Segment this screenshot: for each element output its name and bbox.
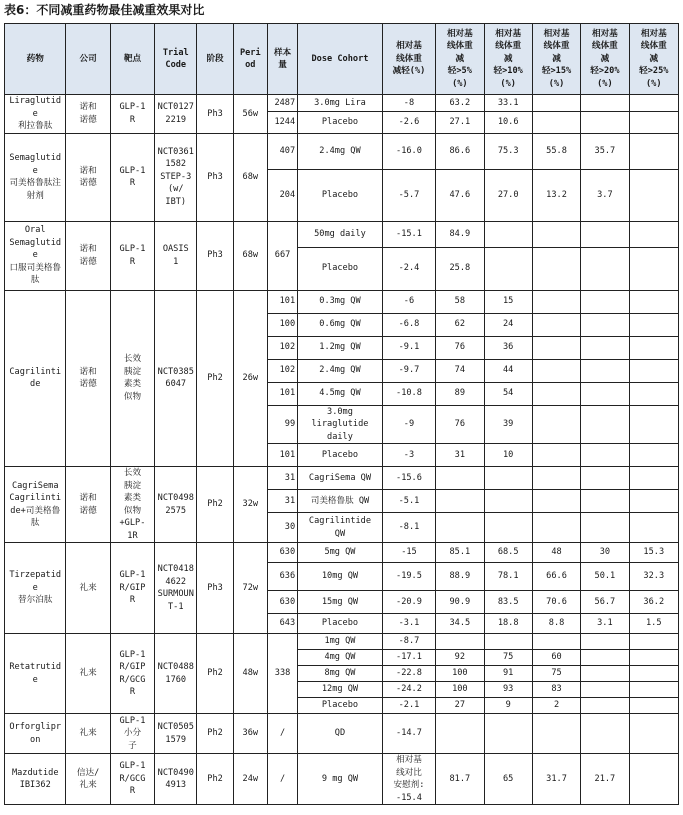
dose-cohort-cell: 0.6mg QW (298, 313, 383, 336)
header-cell: 相对基 线体重 减 轻>5% (%) (436, 24, 484, 95)
value-cell (532, 336, 580, 359)
company-cell: 诺和 诺德 (66, 133, 110, 221)
dose-cohort-cell: 1.2mg QW (298, 336, 383, 359)
dose-cohort-cell: Placebo (298, 247, 383, 290)
value-cell: 50.1 (581, 563, 629, 591)
value-cell: 75 (484, 650, 532, 666)
sample-size-cell: 100 (267, 313, 297, 336)
trial-code-cell: NCT04184622 SURMOUNT-1 (155, 543, 197, 634)
value-cell: 100 (436, 666, 484, 682)
period-cell: 72w (233, 543, 267, 634)
target-cell: GLP-1 小分 子 (110, 714, 154, 754)
value-cell: 63.2 (436, 95, 484, 112)
value-cell: 31.7 (532, 754, 580, 805)
value-cell: 13.2 (532, 169, 580, 221)
header-cell: 阶段 (197, 24, 233, 95)
value-cell: 24 (484, 313, 532, 336)
value-cell (484, 221, 532, 247)
value-cell: -15 (382, 543, 435, 563)
sample-size-cell: 102 (267, 336, 297, 359)
dose-cohort-cell: 15mg QW (298, 591, 383, 614)
value-cell: 39 (484, 405, 532, 444)
value-cell (629, 221, 678, 247)
sample-size-cell: 204 (267, 169, 297, 221)
value-cell (532, 111, 580, 133)
table-title: 表6：不同减重药物最佳减重效果对比 (4, 3, 205, 17)
value-cell: 83.5 (484, 591, 532, 614)
value-cell: -10.8 (382, 382, 435, 405)
header-cell: 药物 (5, 24, 66, 95)
drug-cell: Oral Semaglutide 口服司美格鲁肽 (5, 221, 66, 290)
value-cell: -16.0 (382, 133, 435, 169)
value-cell (629, 95, 678, 112)
value-cell: -3 (382, 444, 435, 467)
value-cell: 84.9 (436, 221, 484, 247)
value-cell (532, 221, 580, 247)
value-cell (629, 290, 678, 313)
value-cell (581, 682, 629, 698)
table-row (5, 221, 679, 247)
value-cell (629, 513, 678, 543)
trial-code-cell: OASIS 1 (155, 221, 197, 290)
sample-size-cell: 101 (267, 444, 297, 467)
value-cell (532, 405, 580, 444)
value-cell: 21.7 (581, 754, 629, 805)
value-cell: 75.3 (484, 133, 532, 169)
value-cell (629, 714, 678, 754)
value-cell: 62 (436, 313, 484, 336)
drug-cell: Cagrilintide (5, 290, 66, 467)
value-cell: 54 (484, 382, 532, 405)
period-cell: 24w (233, 754, 267, 805)
drug-cell: Semaglutide 司美格鲁肽注射剂 (5, 133, 66, 221)
drug-comparison-table (4, 23, 679, 805)
dose-cohort-cell: 12mg QW (298, 682, 383, 698)
table-row (5, 95, 679, 112)
value-cell: 35.7 (581, 133, 629, 169)
trial-code-cell: NCT01272219 (155, 95, 197, 134)
value-cell: 31 (436, 444, 484, 467)
value-cell (629, 359, 678, 382)
value-cell (581, 359, 629, 382)
header-row (5, 24, 679, 95)
dose-cohort-cell: 司美格鲁肽 QW (298, 490, 383, 513)
value-cell: -3.1 (382, 614, 435, 634)
sample-size-cell: / (267, 754, 297, 805)
dose-cohort-cell: 1mg QW (298, 634, 383, 650)
value-cell: -2.4 (382, 247, 435, 290)
value-cell: 15 (484, 290, 532, 313)
value-cell: 92 (436, 650, 484, 666)
drug-cell: Tirzepatide 替尔泊肽 (5, 543, 66, 634)
sample-size-cell: 630 (267, 543, 297, 563)
trial-code-cell: NCT04982575 (155, 467, 197, 543)
value-cell (581, 221, 629, 247)
trial-code-cell: NCT04881760 (155, 634, 197, 714)
value-cell: 36 (484, 336, 532, 359)
value-cell (532, 290, 580, 313)
value-cell (436, 490, 484, 513)
value-cell (436, 634, 484, 650)
dose-cohort-cell: CagriSema QW (298, 467, 383, 490)
value-cell (629, 754, 678, 805)
value-cell: -9 (382, 405, 435, 444)
value-cell: 10.6 (484, 111, 532, 133)
value-cell (484, 467, 532, 490)
phase-cell: Ph2 (197, 714, 233, 754)
value-cell (581, 634, 629, 650)
dose-cohort-cell: Placebo (298, 698, 383, 714)
value-cell (581, 95, 629, 112)
sample-size-cell: 1244 (267, 111, 297, 133)
value-cell: -17.1 (382, 650, 435, 666)
value-cell: 76 (436, 336, 484, 359)
company-cell: 礼来 (66, 634, 110, 714)
dose-cohort-cell: Placebo (298, 614, 383, 634)
value-cell (629, 247, 678, 290)
value-cell (532, 247, 580, 290)
value-cell (629, 467, 678, 490)
value-cell: 47.6 (436, 169, 484, 221)
header-cell: Dose Cohort (298, 24, 383, 95)
header-cell: 公司 (66, 24, 110, 95)
value-cell (581, 111, 629, 133)
value-cell: 93 (484, 682, 532, 698)
header-cell: 相对基 线体重 减 轻>10% (%) (484, 24, 532, 95)
value-cell: 78.1 (484, 563, 532, 591)
dose-cohort-cell: QD (298, 714, 383, 754)
phase-cell: Ph3 (197, 95, 233, 134)
value-cell (629, 650, 678, 666)
value-cell: 34.5 (436, 614, 484, 634)
value-cell (581, 405, 629, 444)
value-cell (581, 247, 629, 290)
value-cell: 33.1 (484, 95, 532, 112)
value-cell: -8.7 (382, 634, 435, 650)
phase-cell: Ph2 (197, 634, 233, 714)
sample-size-cell: 2487 (267, 95, 297, 112)
dose-cohort-cell: 10mg QW (298, 563, 383, 591)
value-cell (532, 313, 580, 336)
value-cell: -19.5 (382, 563, 435, 591)
target-cell: GLP-1 R/GCG R (110, 754, 154, 805)
value-cell (436, 467, 484, 490)
value-cell: 3.7 (581, 169, 629, 221)
value-cell (629, 405, 678, 444)
value-cell (581, 513, 629, 543)
value-cell (629, 169, 678, 221)
dose-cohort-cell: Cagrilintide QW (298, 513, 383, 543)
value-cell (532, 714, 580, 754)
value-cell (629, 133, 678, 169)
value-cell: 27.0 (484, 169, 532, 221)
header-cell: Trial Code (155, 24, 197, 95)
value-cell: 58 (436, 290, 484, 313)
value-cell: -2.1 (382, 698, 435, 714)
value-cell: -14.7 (382, 714, 435, 754)
value-cell (581, 382, 629, 405)
header-cell: 靶点 (110, 24, 154, 95)
target-cell: 长效 胰淀 素类 似物 (110, 290, 154, 467)
value-cell (581, 650, 629, 666)
value-cell: 25.8 (436, 247, 484, 290)
trial-code-cell: NCT05051579 (155, 714, 197, 754)
value-cell (532, 359, 580, 382)
header-cell: Peri od (233, 24, 267, 95)
period-cell: 26w (233, 290, 267, 467)
value-cell: 76 (436, 405, 484, 444)
period-cell: 36w (233, 714, 267, 754)
value-cell (484, 513, 532, 543)
sample-size-cell: 630 (267, 591, 297, 614)
header-cell: 样本 量 (267, 24, 297, 95)
value-cell: 85.1 (436, 543, 484, 563)
table-header (5, 24, 679, 95)
value-cell: -8.1 (382, 513, 435, 543)
value-cell: 68.5 (484, 543, 532, 563)
sample-size-cell: 667 (267, 221, 297, 290)
value-cell (629, 382, 678, 405)
value-cell: 66.6 (532, 563, 580, 591)
header-cell: 相对基 线体重 减 轻>15% (%) (532, 24, 580, 95)
table-row (5, 467, 679, 490)
target-cell: GLP-1 R (110, 133, 154, 221)
value-cell: 88.9 (436, 563, 484, 591)
phase-cell: Ph3 (197, 543, 233, 634)
value-cell: 30 (581, 543, 629, 563)
period-cell: 56w (233, 95, 267, 134)
value-cell: 36.2 (629, 591, 678, 614)
header-cell: 相对基 线体重 减 轻>20% (%) (581, 24, 629, 95)
value-cell (532, 467, 580, 490)
value-cell: -2.6 (382, 111, 435, 133)
drug-cell: CagriSema Cagrilintide+司美格鲁肽 (5, 467, 66, 543)
value-cell (581, 444, 629, 467)
drug-cell: Mazdutide IBI362 (5, 754, 66, 805)
header-cell: 相对基 线体重 减 轻>25% (%) (629, 24, 678, 95)
value-cell: 3.1 (581, 614, 629, 634)
sample-size-cell: 31 (267, 490, 297, 513)
sample-size-cell: 99 (267, 405, 297, 444)
value-cell: 相对基 线对比 安慰剂: -15.4 (382, 754, 435, 805)
value-cell: 10 (484, 444, 532, 467)
company-cell: 诺和 诺德 (66, 95, 110, 134)
drug-cell: Liraglutide 利拉鲁肽 (5, 95, 66, 134)
dose-cohort-cell: Placebo (298, 444, 383, 467)
value-cell: -15.1 (382, 221, 435, 247)
value-cell: 91 (484, 666, 532, 682)
target-cell: GLP-1 R (110, 95, 154, 134)
sample-size-cell: 338 (267, 634, 297, 714)
value-cell: 27.1 (436, 111, 484, 133)
sample-size-cell: 101 (267, 382, 297, 405)
value-cell: 55.8 (532, 133, 580, 169)
drug-cell: Orforglipron (5, 714, 66, 754)
value-cell (629, 444, 678, 467)
value-cell: -9.1 (382, 336, 435, 359)
value-cell: -6.8 (382, 313, 435, 336)
dose-cohort-cell: 2.4mg QW (298, 359, 383, 382)
target-cell: GLP-1 R (110, 221, 154, 290)
dose-cohort-cell: 4.5mg QW (298, 382, 383, 405)
dose-cohort-cell: Placebo (298, 169, 383, 221)
value-cell (436, 714, 484, 754)
trial-code-cell: NCT03856047 (155, 290, 197, 467)
value-cell (629, 698, 678, 714)
table-row (5, 290, 679, 313)
value-cell: 60 (532, 650, 580, 666)
target-cell: GLP-1 R/GIP R/GCG R (110, 634, 154, 714)
dose-cohort-cell: 3.0mg Lira (298, 95, 383, 112)
value-cell: 90.9 (436, 591, 484, 614)
dose-cohort-cell: Placebo (298, 111, 383, 133)
dose-cohort-cell: 8mg QW (298, 666, 383, 682)
table-row (5, 754, 679, 805)
phase-cell: Ph3 (197, 221, 233, 290)
phase-cell: Ph2 (197, 290, 233, 467)
value-cell: 70.6 (532, 591, 580, 614)
value-cell: -9.7 (382, 359, 435, 382)
value-cell: 9 (484, 698, 532, 714)
value-cell: 86.6 (436, 133, 484, 169)
value-cell: 89 (436, 382, 484, 405)
value-cell: 44 (484, 359, 532, 382)
company-cell: 礼来 (66, 714, 110, 754)
company-cell: 诺和 诺德 (66, 221, 110, 290)
value-cell (532, 490, 580, 513)
trial-code-cell: NCT03611582 STEP-3 (w/ IBT) (155, 133, 197, 221)
value-cell (581, 467, 629, 490)
value-cell: 18.8 (484, 614, 532, 634)
period-cell: 48w (233, 634, 267, 714)
table-row (5, 133, 679, 169)
period-cell: 68w (233, 221, 267, 290)
value-cell: 65 (484, 754, 532, 805)
phase-cell: Ph2 (197, 467, 233, 543)
value-cell (581, 313, 629, 336)
value-cell: -15.6 (382, 467, 435, 490)
value-cell: -20.9 (382, 591, 435, 614)
value-cell (484, 714, 532, 754)
value-cell (532, 444, 580, 467)
header-cell: 相对基 线体重 减轻(%) (382, 24, 435, 95)
sample-size-cell: 31 (267, 467, 297, 490)
value-cell (436, 513, 484, 543)
value-cell (629, 111, 678, 133)
value-cell: 83 (532, 682, 580, 698)
value-cell: -5.7 (382, 169, 435, 221)
value-cell (581, 698, 629, 714)
company-cell: 诺和 诺德 (66, 467, 110, 543)
value-cell (629, 490, 678, 513)
dose-cohort-cell: 50mg daily (298, 221, 383, 247)
sample-size-cell: 102 (267, 359, 297, 382)
company-cell: 礼来 (66, 543, 110, 634)
sample-size-cell: 643 (267, 614, 297, 634)
value-cell (581, 714, 629, 754)
value-cell (581, 336, 629, 359)
sample-size-cell: 101 (267, 290, 297, 313)
value-cell: -6 (382, 290, 435, 313)
value-cell: 56.7 (581, 591, 629, 614)
target-cell: GLP-1 R/GIP R (110, 543, 154, 634)
value-cell: 27 (436, 698, 484, 714)
sample-size-cell: 407 (267, 133, 297, 169)
value-cell: -22.8 (382, 666, 435, 682)
value-cell (629, 313, 678, 336)
target-cell: 长效 胰淀 素类 似物 +GLP- 1R (110, 467, 154, 543)
value-cell (629, 682, 678, 698)
value-cell: 75 (532, 666, 580, 682)
value-cell (581, 666, 629, 682)
value-cell: 100 (436, 682, 484, 698)
table-row (5, 543, 679, 563)
table-row (5, 634, 679, 650)
value-cell (484, 247, 532, 290)
value-cell: -8 (382, 95, 435, 112)
value-cell: 32.3 (629, 563, 678, 591)
value-cell (532, 513, 580, 543)
sample-size-cell: 30 (267, 513, 297, 543)
dose-cohort-cell: 0.3mg QW (298, 290, 383, 313)
value-cell (629, 336, 678, 359)
value-cell (629, 634, 678, 650)
value-cell: 81.7 (436, 754, 484, 805)
period-cell: 68w (233, 133, 267, 221)
value-cell (532, 382, 580, 405)
value-cell (581, 490, 629, 513)
value-cell (532, 95, 580, 112)
sample-size-cell: / (267, 714, 297, 754)
value-cell: 74 (436, 359, 484, 382)
trial-code-cell: NCT04904913 (155, 754, 197, 805)
value-cell: 1.5 (629, 614, 678, 634)
dose-cohort-cell: 4mg QW (298, 650, 383, 666)
value-cell: 48 (532, 543, 580, 563)
company-cell: 信达/ 礼来 (66, 754, 110, 805)
company-cell: 诺和 诺德 (66, 290, 110, 467)
value-cell (581, 290, 629, 313)
value-cell (484, 490, 532, 513)
drug-cell: Retatrutide (5, 634, 66, 714)
period-cell: 32w (233, 467, 267, 543)
sample-size-cell: 636 (267, 563, 297, 591)
value-cell: 8.8 (532, 614, 580, 634)
value-cell (629, 666, 678, 682)
value-cell (532, 634, 580, 650)
value-cell (484, 634, 532, 650)
table-row (5, 714, 679, 754)
phase-cell: Ph3 (197, 133, 233, 221)
dose-cohort-cell: 5mg QW (298, 543, 383, 563)
value-cell: -5.1 (382, 490, 435, 513)
phase-cell: Ph2 (197, 754, 233, 805)
dose-cohort-cell: 3.0mg liraglutide daily (298, 405, 383, 444)
table-body (5, 95, 679, 805)
dose-cohort-cell: 2.4mg QW (298, 133, 383, 169)
value-cell: 15.3 (629, 543, 678, 563)
value-cell: -24.2 (382, 682, 435, 698)
dose-cohort-cell: 9 mg QW (298, 754, 383, 805)
value-cell: 2 (532, 698, 580, 714)
